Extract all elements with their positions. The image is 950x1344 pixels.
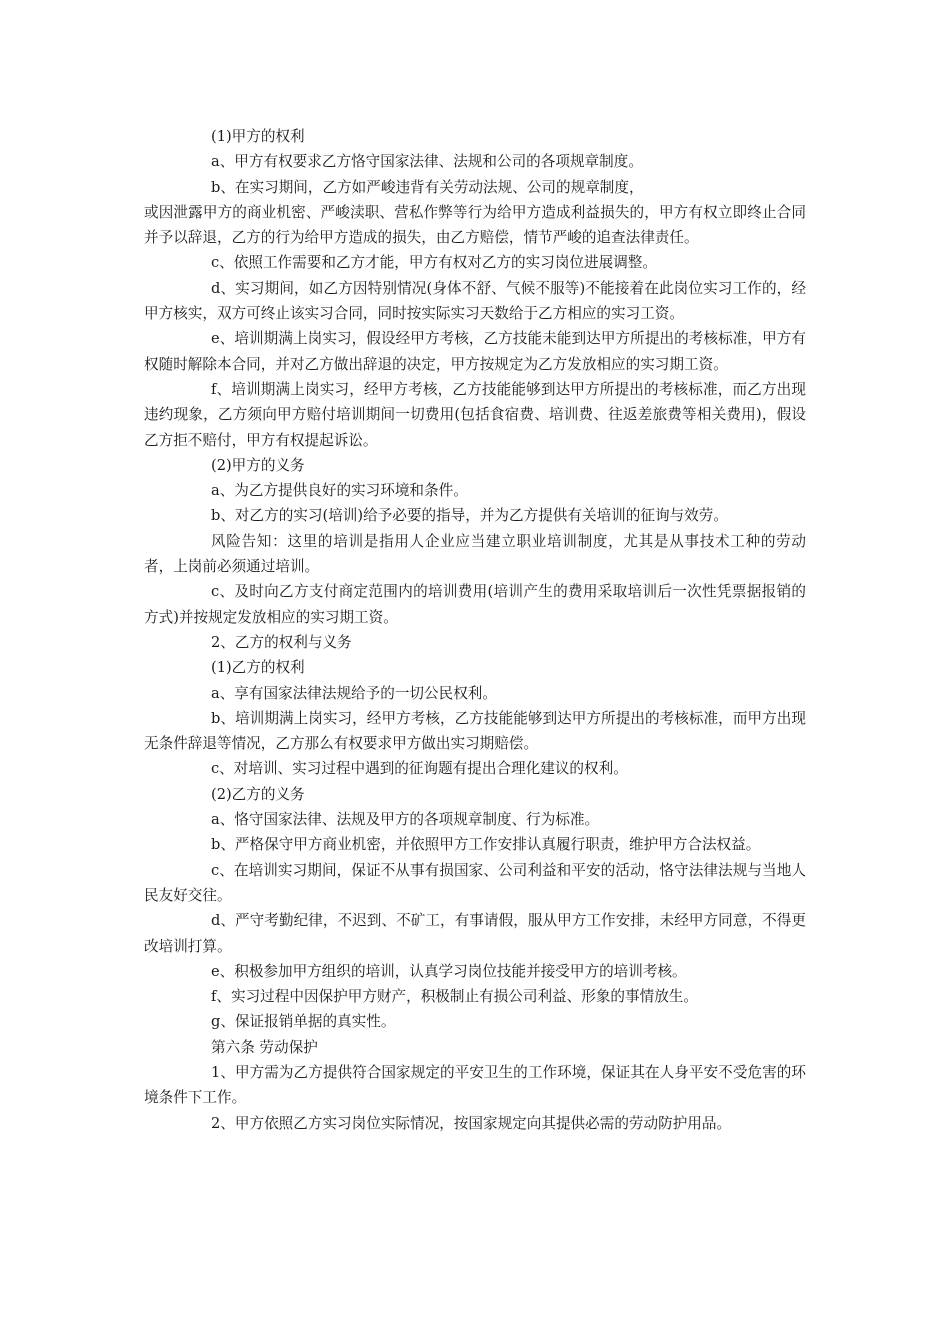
paragraph: (2)甲方的义务 (211, 456, 305, 474)
paragraph: c、依照工作需要和乙方才能，甲方有权对乙方的实习岗位进展调整。 (211, 254, 657, 272)
paragraph: f、实习过程中因保护甲方财产，积极制止有损公司利益、形象的事情放生。 (211, 988, 698, 1006)
paragraph: a、甲方有权要求乙方恪守国家法律、法规和公司的各项规章制度。 (211, 153, 643, 171)
paragraph: (1)甲方的权利 (211, 128, 305, 145)
paragraph: b、严格保守甲方商业机密，并依照甲方工作安排认真履行职责，维护甲方合法权益。 (211, 836, 761, 854)
paragraph: 1、甲方需为乙方提供符合国家规定的平安卫生的工作环境，保证其在人身平安不受危害的环境条件下工作。 (144, 1063, 806, 1107)
paragraph: b、在实习期间，乙方如严峻违背有关劳动法规、公司的规章制度， (211, 178, 644, 196)
paragraph: g、保证报销单据的真实性。 (211, 1013, 396, 1031)
paragraph: d、严守考勤纪律，不迟到、不矿工，有事请假，服从甲方工作安排，未经甲方同意，不得更改培训打算。 (144, 912, 806, 955)
paragraph: d、实习期间，如乙方因特别情况(身体不舒、气候不服等)不能接着在此岗位实习工作的，经甲方核实，双方可终止该实习合同，同时按实际实习天数给于乙方相应的实习工资。 (144, 279, 806, 323)
paragraph: b、培训期满上岗实习，经甲方考核，乙方技能能够到达甲方所提出的考核标准，而甲方出现无条件辞退等情况，乙方那么有权要求甲方做出实习期赔偿。 (144, 709, 806, 753)
paragraph: c、对培训、实习过程中遇到的征询题有提出合理化建议的权利。 (211, 760, 628, 778)
paragraph: (1)乙方的权利 (211, 659, 305, 677)
paragraph: (2)乙方的义务 (211, 785, 305, 803)
paragraph: 风险告知：这里的培训是指用人企业应当建立职业培训制度，尤其是从事技术工种的劳动者，上岗前必须通过培训。 (144, 532, 806, 576)
paragraph: 2、甲方依照乙方实习岗位实际情况，按国家规定向其提供必需的劳动防护用品。 (211, 1114, 732, 1132)
paragraph: a、享有国家法律法规给予的一切公民权利。 (211, 684, 497, 702)
document-page (144, 124, 806, 1136)
paragraph: 2、乙方的权利与义务 (211, 633, 352, 651)
paragraph: 或因泄露甲方的商业机密、严峻渎职、营私作弊等行为给甲方造成利益损失的，甲方有权立即终止合同并予以辞退，乙方的行为给甲方造成的损失，由乙方赔偿，情节严峻的追查法律责任。 (144, 203, 806, 247)
paragraph: f、培训期满上岗实习，经甲方考核，乙方技能能够到达甲方所提出的考核标准，而乙方出现违约现象，乙方须向甲方赔付培训期间一切费用(包括食宿费、培训费、往返差旅费等相关费用)，假设乙方拒不赔付，甲方有权提起诉讼。 (144, 380, 806, 449)
paragraph: e、积极参加甲方组织的培训，认真学习岗位技能并接受甲方的培训考核。 (211, 962, 687, 980)
paragraph: a、恪守国家法律、法规及甲方的各项规章制度、行为标准。 (211, 811, 600, 829)
paragraph: c、在培训实习期间，保证不从事有损国家、公司利益和平安的活动，恪守法律法规与当地人民友好交往。 (144, 861, 806, 904)
paragraph: b、对乙方的实习(培训)给予必要的指导，并为乙方提供有关培训的征询与效劳。 (211, 507, 728, 525)
paragraph: a、为乙方提供良好的实习环境和条件。 (211, 482, 468, 500)
section-heading: 第六条 劳动保护 (211, 1038, 318, 1056)
paragraph: c、及时向乙方支付商定范围内的培训费用(培训产生的费用采取培训后一次性凭票据报销的方式)并按规定发放相应的实习期工资。 (144, 583, 806, 626)
paragraph: e、培训期满上岗实习，假设经甲方考核，乙方技能未能到达甲方所提出的考核标准，甲方有权随时解除本合同，并对乙方做出辞退的决定，甲方按规定为乙方发放相应的实习期工资。 (144, 330, 806, 373)
